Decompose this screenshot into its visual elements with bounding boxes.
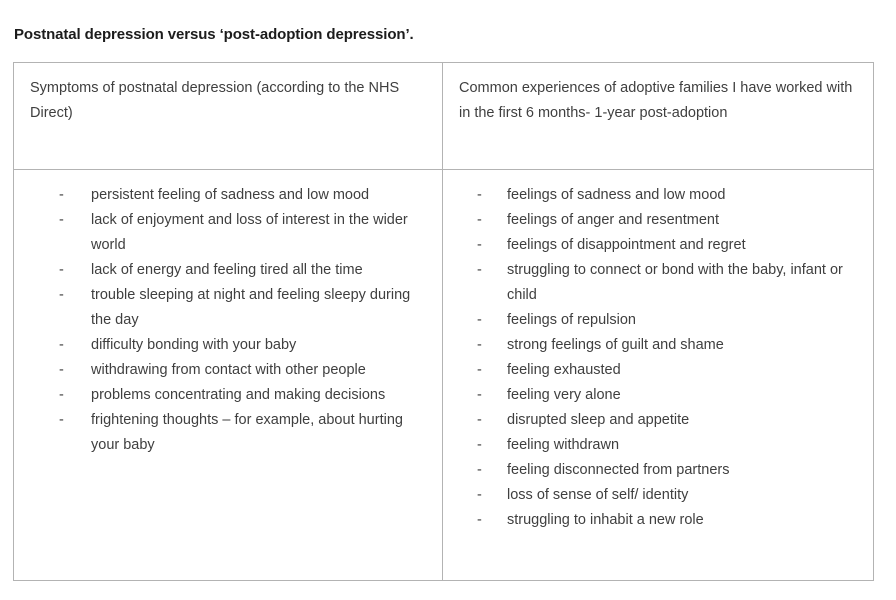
list-item-label: withdrawing from contact with other people <box>91 362 366 378</box>
page-title: Postnatal depression versus ‘post-adoption depression’. <box>14 26 414 43</box>
bullet-dash-icon: - <box>477 312 482 328</box>
list-item <box>14 283 432 333</box>
list-item <box>443 508 863 533</box>
list-item <box>443 383 863 408</box>
column-header-postnatal: Symptoms of postnatal depression (according to the NHS Direct) <box>30 80 400 121</box>
list-item-label: persistent feeling of sadness and low mood <box>91 187 370 203</box>
list-item <box>443 483 863 508</box>
bullet-dash-icon: - <box>477 212 482 228</box>
list-item-label: loss of sense of self/ identity <box>507 487 689 503</box>
symptom-list-postnatal <box>14 170 442 458</box>
experience-list-adoptive <box>443 170 873 533</box>
list-item-label: strong feelings of guilt and shame <box>507 337 724 353</box>
list-item <box>14 358 432 383</box>
list-item <box>14 258 432 283</box>
bullet-dash-icon: - <box>477 262 482 278</box>
list-item <box>443 458 863 483</box>
list-item <box>443 358 863 383</box>
list-item-label: difficulty bonding with your baby <box>91 337 297 353</box>
bullet-dash-icon: - <box>59 262 64 278</box>
list-item-label: feeling very alone <box>507 387 621 403</box>
list-item <box>443 183 863 208</box>
table-header-cell-adoptive <box>443 63 874 170</box>
list-item-label: feeling exhausted <box>507 362 621 378</box>
list-item <box>14 333 432 358</box>
table-body-cell-adoptive <box>443 170 874 581</box>
comparison-table <box>13 62 874 581</box>
list-item-label: feelings of disappointment and regret <box>507 237 746 253</box>
list-item <box>14 408 432 458</box>
list-item-label: disrupted sleep and appetite <box>507 412 690 428</box>
list-item-label: feeling withdrawn <box>507 437 620 453</box>
list-item <box>14 183 432 208</box>
list-item <box>443 433 863 458</box>
list-item <box>443 333 863 358</box>
bullet-dash-icon: - <box>477 462 482 478</box>
list-item <box>443 233 863 258</box>
bullet-dash-icon: - <box>59 212 64 228</box>
table-body-row <box>14 170 874 581</box>
list-item-label: lack of enjoyment and loss of interest in the wider world <box>91 212 408 253</box>
bullet-dash-icon: - <box>477 337 482 353</box>
list-item <box>14 208 432 258</box>
bullet-dash-icon: - <box>477 412 482 428</box>
bullet-dash-icon: - <box>477 487 482 503</box>
list-item <box>14 383 432 408</box>
bullet-dash-icon: - <box>59 337 64 353</box>
bullet-dash-icon: - <box>477 387 482 403</box>
bullet-dash-icon: - <box>59 387 64 403</box>
bullet-dash-icon: - <box>59 287 64 303</box>
list-item-label: frightening thoughts – for example, about hurting your baby <box>91 412 403 453</box>
list-item-label: lack of energy and feeling tired all the time <box>91 262 363 278</box>
bullet-dash-icon: - <box>477 437 482 453</box>
list-item-label: struggling to inhabit a new role <box>507 512 704 528</box>
bullet-dash-icon: - <box>59 187 64 203</box>
bullet-dash-icon: - <box>59 362 64 378</box>
bullet-dash-icon: - <box>477 237 482 253</box>
list-item-label: problems concentrating and making decisions <box>91 387 386 403</box>
list-item-label: trouble sleeping at night and feeling sleepy during the day <box>91 287 411 328</box>
list-item <box>443 208 863 233</box>
list-item-label: feeling disconnected from partners <box>507 462 730 478</box>
bullet-dash-icon: - <box>477 362 482 378</box>
table-header-cell-postnatal <box>14 63 443 170</box>
list-item-label: feelings of sadness and low mood <box>507 187 726 203</box>
list-item-label: feelings of repulsion <box>507 312 636 328</box>
list-item <box>443 408 863 433</box>
list-item <box>443 308 863 333</box>
table-body-cell-postnatal <box>14 170 443 581</box>
bullet-dash-icon: - <box>59 412 64 428</box>
list-item-label: struggling to connect or bond with the baby, infant or child <box>507 262 843 303</box>
table-header-row <box>14 63 874 170</box>
column-header-adoptive: Common experiences of adoptive families I have worked with in the first 6 months- 1-year post-adoption <box>459 80 853 121</box>
bullet-dash-icon: - <box>477 512 482 528</box>
list-item <box>443 258 863 308</box>
list-item-label: feelings of anger and resentment <box>507 212 719 228</box>
bullet-dash-icon: - <box>477 187 482 203</box>
